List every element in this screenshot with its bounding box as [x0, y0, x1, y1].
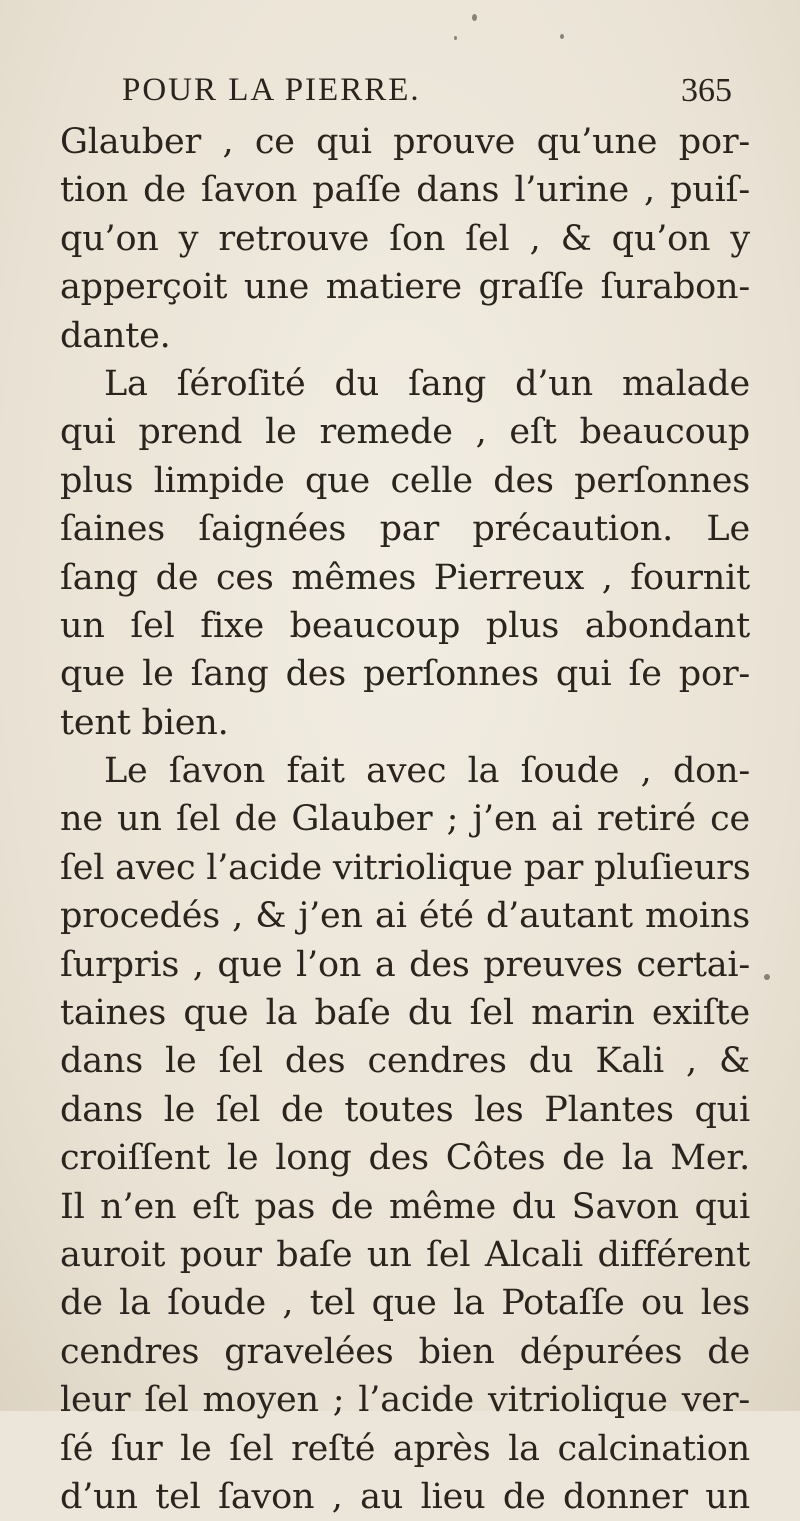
running-head: POUR LA PIERRE.	[122, 72, 421, 108]
text-line: ne un ſel de Glauber ; j’en ai retiré ce	[60, 799, 750, 840]
text-line: ſé ſur le ſel reſté après la calcination	[60, 1428, 750, 1469]
body-text	[60, 118, 750, 1521]
text-line: dans le ſel des cendres du Kali , &	[60, 1041, 750, 1082]
ink-speck-right-margin	[764, 974, 770, 980]
text-line: Le ſavon fait avec la ſoude , don-	[104, 751, 750, 792]
text-line: ſurpris , que l’on a des preuves certai-	[60, 944, 750, 985]
text-line: ſang de ces mêmes Pierreux , fournit	[60, 557, 750, 598]
text-line: dans le ſel de toutes les Plantes qui	[60, 1089, 750, 1130]
text-line: de la ſoude , tel que la Potaſſe ou les	[60, 1283, 750, 1324]
ink-speck-top	[472, 14, 477, 21]
page-number: 365	[681, 72, 732, 109]
text-line: taines que la baſe du ſel marin exiſte	[60, 993, 750, 1034]
text-line: un ſel fixe beaucoup plus abondant	[60, 605, 750, 646]
text-line: cendres gravelées bien dépurées de	[60, 1331, 750, 1372]
text-line: croiſſent le long des Côtes de la Mer.	[60, 1138, 750, 1179]
text-line: ſel avec l’acide vitriolique par pluſieurs	[60, 847, 751, 888]
text-line: qu’on y retrouve ſon ſel , & qu’on y	[60, 218, 750, 259]
text-line: apperçoit une matiere graſſe ſurabon-	[60, 267, 750, 308]
text-line: procedés , & j’en ai été d’autant moins	[60, 896, 750, 937]
text-line: Glauber , ce qui prouve qu’une por-	[60, 122, 750, 162]
ink-speck-top-right	[560, 34, 564, 39]
text-line: leur ſel moyen ; l’acide vitriolique ver-	[60, 1380, 750, 1421]
text-line: tent bien.	[60, 702, 229, 743]
text-line: dante.	[60, 315, 171, 356]
text-line: ſaines ſaignées par précaution. Le	[60, 509, 750, 550]
text-line: tion de ſavon paſſe dans l’urine , puiſ-	[60, 170, 750, 211]
text-line: que le ſang des perſonnes qui ſe por-	[60, 654, 750, 695]
text-line: plus limpide que celle des perſonnes	[60, 460, 750, 501]
text-line: d’un tel ſavon , au lieu de donner un	[60, 1476, 750, 1517]
text-line: La ſéroſité du ſang d’un malade	[104, 363, 750, 404]
text-line: qui prend le remede , eſt beaucoup	[60, 412, 750, 453]
page-header	[122, 72, 732, 120]
ink-speck-top-left	[454, 36, 457, 40]
text-line: Il n’en eſt pas de même du Savon qui	[60, 1186, 750, 1227]
text-line: auroit pour baſe un ſel Alcali différent	[60, 1234, 750, 1275]
